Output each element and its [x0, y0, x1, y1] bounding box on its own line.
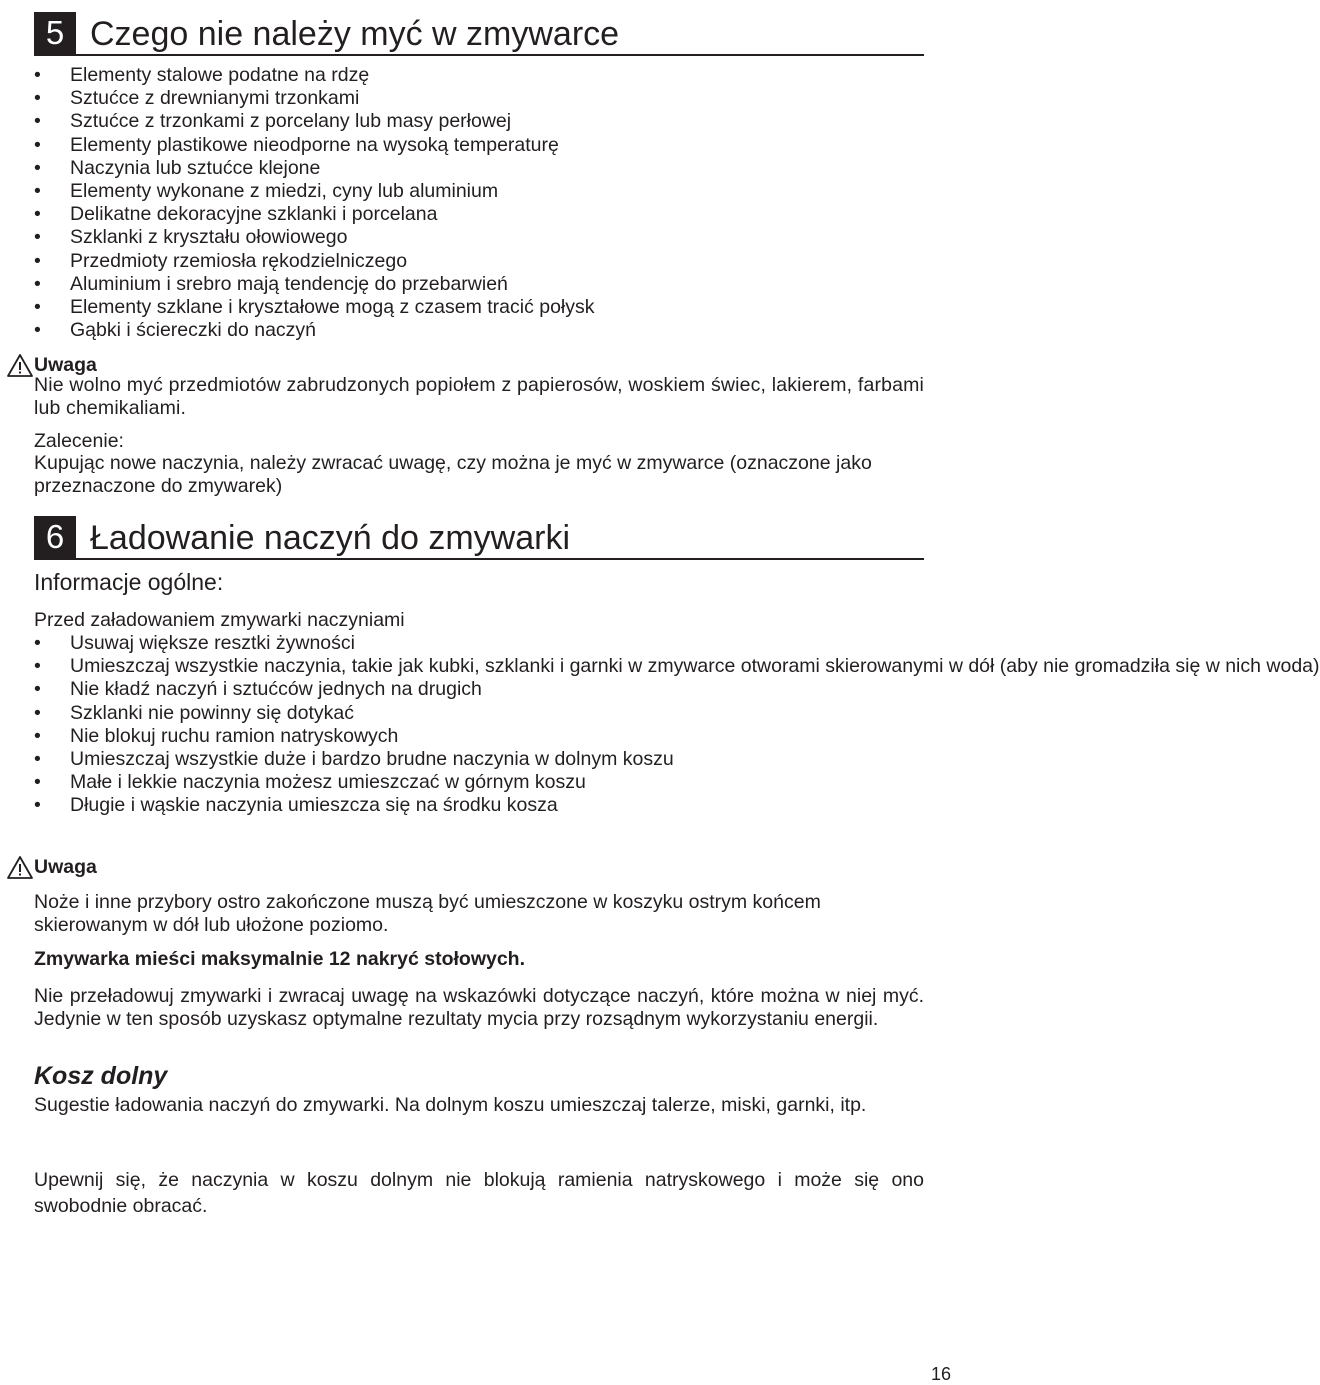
- section-5-list: [34, 64, 924, 342]
- list-item-text: Gąbki i ściereczki do naczyń: [70, 319, 317, 342]
- bullet-icon: •: [34, 249, 41, 272]
- list-item: [34, 157, 924, 180]
- list-item-text: Aluminium i srebro mają tendencję do przebarwień: [70, 272, 508, 295]
- list-item-text: Naczynia lub sztućce klejone: [70, 156, 321, 179]
- list-item: [34, 655, 1320, 678]
- list-item-text: Umieszczaj wszystkie duże i bardzo brudne naczynia w dolnym koszu: [70, 748, 674, 771]
- list-item-text: Sztućce z trzonkami z porcelany lub masy perłowej: [70, 110, 512, 133]
- warning-triangle-icon: [6, 855, 34, 880]
- bullet-icon: •: [34, 180, 41, 203]
- bullet-icon: •: [34, 748, 41, 771]
- list-item: [34, 725, 924, 748]
- bullet-icon: •: [34, 678, 41, 701]
- list-item: [34, 319, 924, 342]
- lower-basket-text-2: Upewnij się, że naczynia w koszu dolnym nie blokują ramienia natryskowego i może się ono swobodnie obracać.: [34, 1169, 924, 1217]
- section-6-list: [34, 632, 1320, 818]
- page-number: 16: [931, 1364, 952, 1384]
- recommendation-label: Zalecenie:: [34, 430, 124, 452]
- bullet-icon: •: [34, 226, 41, 249]
- list-item: [34, 64, 924, 87]
- list-item-text: Małe i lekkie naczynia możesz umieszczać w górnym koszu: [70, 771, 586, 794]
- list-item: [34, 771, 924, 794]
- section-6-subtitle: Informacje ogólne:: [34, 569, 224, 595]
- capacity-text: Zmywarka mieści maksymalnie 12 nakryć stołowych.: [34, 948, 526, 970]
- list-item-text: Sztućce z drewnianymi trzonkami: [70, 87, 360, 110]
- list-item: [34, 180, 924, 203]
- list-item: [34, 87, 924, 110]
- list-item: [34, 273, 924, 296]
- section-5-header: [34, 12, 924, 56]
- section-5-title: Czego nie należy myć w zmywarce: [90, 15, 620, 53]
- list-item: [34, 748, 924, 771]
- list-item-text: Przedmioty rzemiosła rękodzielniczego: [70, 249, 408, 272]
- section-6-intro: Przed załadowaniem zmywarki naczyniami: [34, 609, 405, 631]
- bullet-icon: •: [34, 110, 41, 133]
- list-item-text: Nie blokuj ruchu ramion natryskowych: [70, 724, 399, 747]
- bullet-icon: •: [34, 203, 41, 226]
- bullet-icon: •: [34, 87, 41, 110]
- list-item-text: Elementy wykonane z miedzi, cyny lub aluminium: [70, 180, 499, 203]
- section-6-header: [34, 516, 924, 560]
- bullet-icon: •: [34, 701, 41, 724]
- section-6-number: 6: [34, 516, 76, 558]
- lower-basket-title: Kosz dolny: [34, 1062, 168, 1090]
- list-item-text: Elementy szklane i kryształowe mogą z czasem tracić połysk: [70, 296, 595, 319]
- bullet-icon: •: [34, 724, 41, 747]
- list-item-text: Elementy stalowe podatne na rdzę: [70, 64, 370, 86]
- list-item-text: Szklanki nie powinny się dotykać: [70, 701, 354, 724]
- list-item-text: Szklanki z kryształu ołowiowego: [70, 226, 348, 249]
- list-item: [34, 226, 924, 249]
- bullet-icon: •: [34, 319, 41, 342]
- bullet-icon: •: [34, 272, 41, 295]
- list-item-text: Umieszczaj wszystkie naczynia, takie jak kubki, szklanki i garnki w zmywarce otworami skierowanymi w dół (aby nie gromadziła się w nich woda): [70, 655, 1320, 678]
- section-5-number: 5: [34, 12, 76, 54]
- recommendation-text: Kupując nowe naczynia, należy zwracać uwagę, czy można je myć w zmywarce (oznaczone jako przeznaczone do zmywarek): [34, 452, 872, 497]
- list-item-text: Usuwaj większe resztki żywności: [70, 632, 355, 654]
- list-item: [34, 110, 924, 133]
- warning-1-label: Uwaga: [34, 354, 97, 376]
- list-item-text: Nie kładź naczyń i sztućców jednych na drugich: [70, 678, 482, 701]
- list-item: [34, 702, 924, 725]
- overload-text: Nie przeładowuj zmywarki i zwracaj uwagę na wskazówki dotyczące naczyń, które można w niej myć. Jedynie w ten sposób uzyskasz optymalne rezultaty mycia przy rozsądnym wykorzystaniu energii.: [34, 985, 924, 1030]
- bullet-icon: •: [34, 156, 41, 179]
- list-item: [34, 794, 924, 817]
- bullet-icon: •: [34, 632, 41, 654]
- list-item: [34, 678, 924, 701]
- bullet-icon: •: [34, 133, 41, 156]
- bullet-icon: •: [34, 296, 41, 319]
- list-item: [34, 134, 924, 157]
- warning-triangle-icon: [6, 353, 34, 378]
- bullet-icon: •: [34, 655, 41, 678]
- section-6-title: Ładowanie naczyń do zmywarki: [90, 519, 571, 557]
- list-item-text: Długie i wąskie naczynia umieszcza się na środku kosza: [70, 794, 558, 817]
- bullet-icon: •: [34, 794, 41, 817]
- lower-basket-text-1: Sugestie ładowania naczyń do zmywarki. Na dolnym koszu umieszczaj talerze, miski, garnki, itp.: [34, 1094, 867, 1116]
- list-item: [34, 296, 924, 319]
- warning-2-label: Uwaga: [34, 856, 97, 878]
- list-item: [34, 632, 924, 655]
- bullet-icon: •: [34, 771, 41, 794]
- knives-text: Noże i inne przybory ostro zakończone muszą być umieszczone w koszyku ostrym końcem skierowanym w dół lub ułożone poziomo.: [34, 891, 821, 936]
- list-item: [34, 203, 924, 226]
- list-item: [34, 250, 924, 273]
- bullet-icon: •: [34, 64, 41, 86]
- list-item-text: Elementy plastikowe nieodporne na wysoką temperaturę: [70, 133, 559, 156]
- list-item-text: Delikatne dekoracyjne szklanki i porcelana: [70, 203, 438, 226]
- warning-1-text: Nie wolno myć przedmiotów zabrudzonych popiołem z papierosów, woskiem świec, lakierem, farbami lub chemikaliami.: [34, 374, 924, 419]
